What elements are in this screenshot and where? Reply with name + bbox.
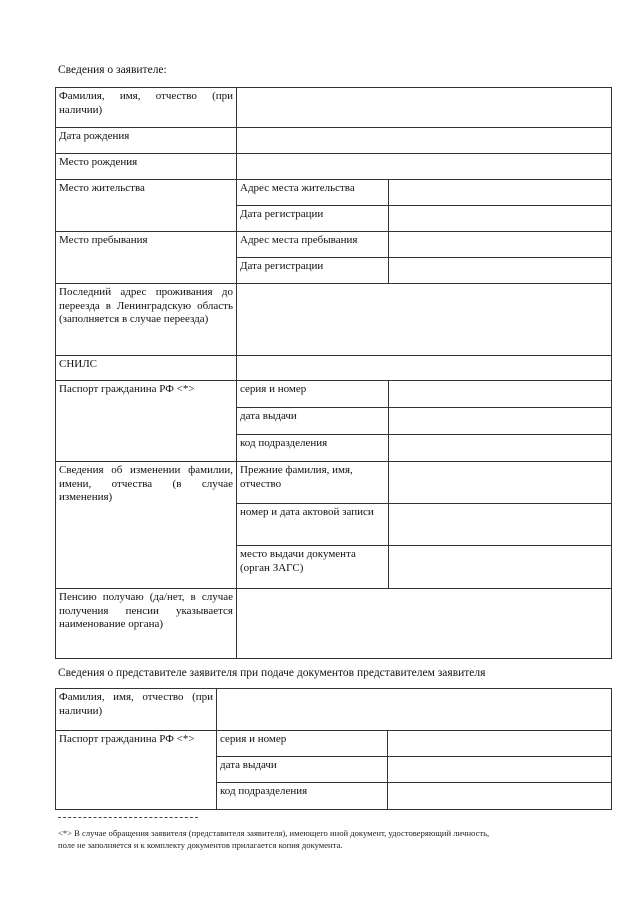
representative-full-name-label: Фамилия, имя, отчество (при наличии) (56, 689, 217, 731)
footnote-divider (58, 817, 198, 818)
full-name-label: Фамилия, имя, отчество (при наличии) (56, 88, 237, 128)
representative-passport-label: Паспорт гражданина РФ <*> (56, 731, 217, 810)
table-row (56, 356, 612, 381)
passport-issue-date-label: дата выдачи (237, 408, 389, 435)
table-row (56, 88, 612, 128)
snils-field[interactable] (237, 356, 612, 381)
last-address-label: Последний адрес проживания до переезда в Ленинградскую область (заполняется в случае переезда) (56, 284, 237, 356)
table-row (56, 689, 612, 731)
registry-office-label: место выдачи документа (орган ЗАГС) (237, 546, 389, 589)
representative-table (55, 688, 612, 810)
previous-name-label: Прежние фамилия, имя, отчество (237, 462, 389, 504)
full-name-field[interactable] (237, 88, 612, 128)
representative-passport-series-number-label: серия и номер (217, 731, 388, 757)
table-row (56, 128, 612, 154)
table-row (56, 232, 612, 258)
footnote-line-1: <*> В случае обращения заявителя (представителя заявителя), имеющего иной документ, удостоверяющий личность, (58, 828, 490, 838)
record-number-date-label: номер и дата актовой записи (237, 504, 389, 546)
table-row (56, 381, 612, 408)
footnote-line-2: поле не заполняется и к комплекту документов прилагается копия документа. (58, 840, 343, 850)
residence-label: Место жительства (56, 180, 237, 232)
passport-division-code-field[interactable] (389, 435, 612, 462)
birth-place-label: Место рождения (56, 154, 237, 180)
passport-series-number-field[interactable] (389, 381, 612, 408)
table-row (56, 462, 612, 504)
pension-field[interactable] (237, 589, 612, 659)
passport-label: Паспорт гражданина РФ <*> (56, 381, 237, 462)
table-row (56, 284, 612, 356)
name-change-label: Сведения об изменении фамилии, имени, отчества (в случае изменения) (56, 462, 237, 589)
passport-division-code-label: код подразделения (237, 435, 389, 462)
stay-registration-date-field[interactable] (389, 258, 612, 284)
passport-issue-date-field[interactable] (389, 408, 612, 435)
passport-series-number-label: серия и номер (237, 381, 389, 408)
table-row (56, 731, 612, 757)
representative-passport-issue-date-field[interactable] (388, 757, 612, 783)
previous-name-field[interactable] (389, 462, 612, 504)
pension-label: Пенсию получаю (да/нет, в случае получения пенсии указывается наименование органа) (56, 589, 237, 659)
last-address-field[interactable] (237, 284, 612, 356)
applicant-heading: Сведения о заявителе: (58, 64, 167, 76)
table-row (56, 154, 612, 180)
stay-address-field[interactable] (389, 232, 612, 258)
footnote (58, 827, 613, 851)
birth-date-field[interactable] (237, 128, 612, 154)
table-row (56, 589, 612, 659)
birth-place-field[interactable] (237, 154, 612, 180)
residence-registration-date-field[interactable] (389, 206, 612, 232)
representative-heading: Сведения о представителе заявителя при подаче документов представителем заявителя (58, 667, 486, 679)
representative-passport-division-code-label: код подразделения (217, 783, 388, 810)
representative-passport-division-code-field[interactable] (388, 783, 612, 810)
birth-date-label: Дата рождения (56, 128, 237, 154)
residence-address-label: Адрес места жительства (237, 180, 389, 206)
record-number-date-field[interactable] (389, 504, 612, 546)
residence-address-field[interactable] (389, 180, 612, 206)
representative-passport-series-number-field[interactable] (388, 731, 612, 757)
snils-label: СНИЛС (56, 356, 237, 381)
applicant-table (55, 87, 612, 659)
representative-full-name-field[interactable] (217, 689, 612, 731)
stay-label: Место пребывания (56, 232, 237, 284)
table-row (56, 180, 612, 206)
stay-address-label: Адрес места пребывания (237, 232, 389, 258)
representative-passport-issue-date-label: дата выдачи (217, 757, 388, 783)
stay-registration-date-label: Дата регистрации (237, 258, 389, 284)
registry-office-field[interactable] (389, 546, 612, 589)
residence-registration-date-label: Дата регистрации (237, 206, 389, 232)
